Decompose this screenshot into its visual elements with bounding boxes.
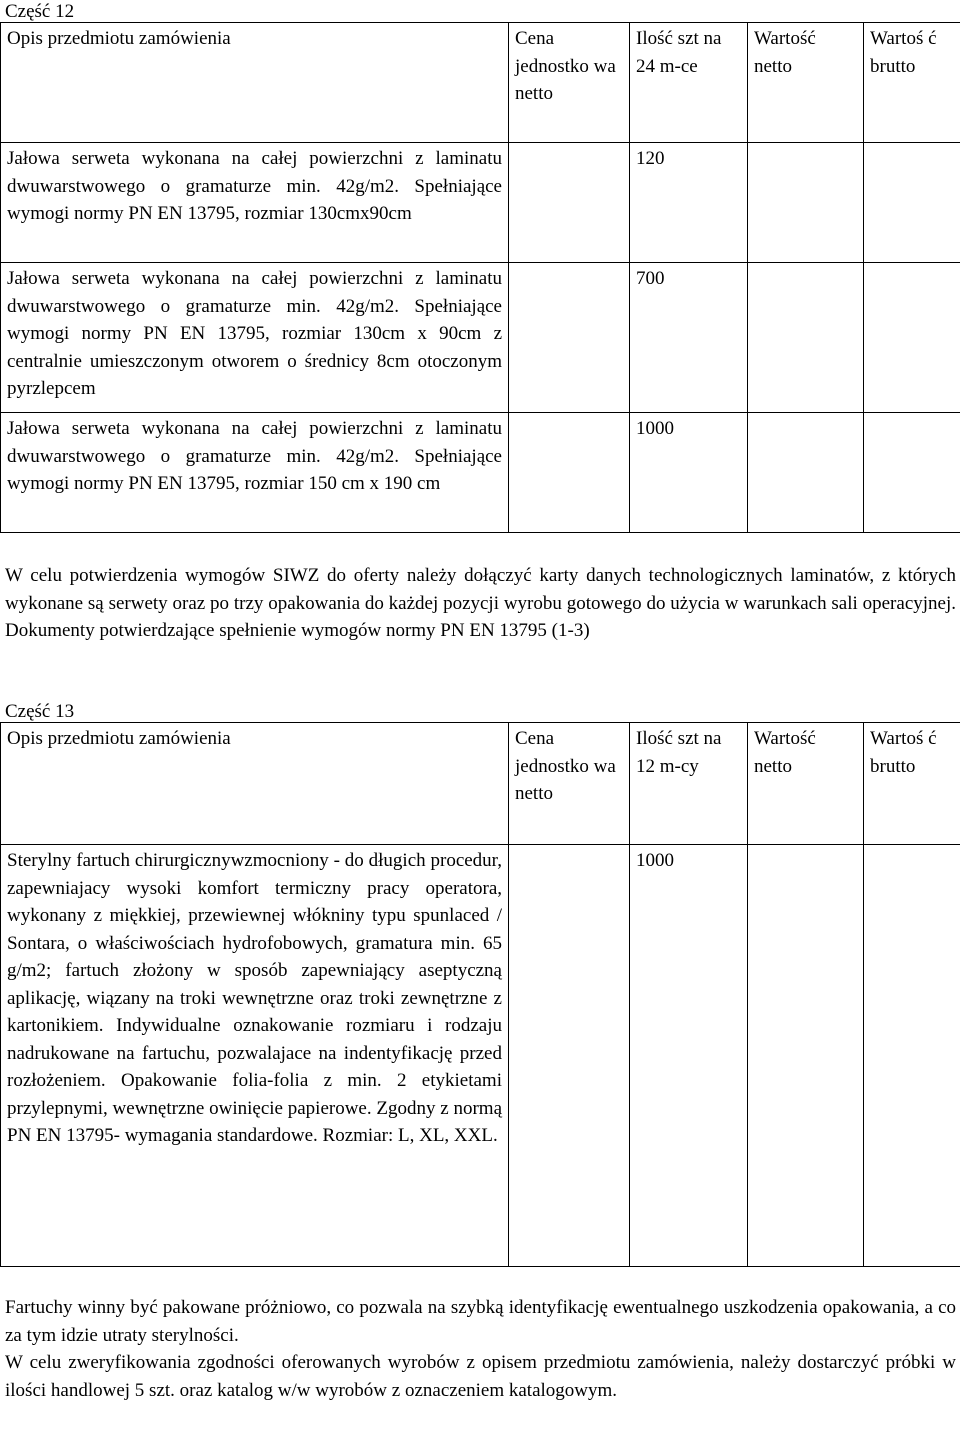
- row-net-value: [748, 263, 864, 413]
- part13-note-1: Fartuchy winny być pakowane próżniowo, co pozwala na szybką identyfikację ewentualnego uszkodzenia opakowania, a co za tym idzie utraty sterylności.: [5, 1297, 956, 1346]
- row-quantity: 1000: [630, 413, 748, 533]
- row-unit-price: [509, 413, 630, 533]
- table-row: [1, 143, 960, 263]
- row-description: Jałowa serweta wykonana na całej powierzchni z laminatu dwuwarstwowego o gramaturze min. 42g/m2. Spełniające wymogi normy PN EN 13795, rozmiar 130cmx90cm: [1, 143, 509, 263]
- row-gross-value: [864, 143, 960, 263]
- row-gross-value: [864, 413, 960, 533]
- header-description: Opis przedmiotu zamówienia: [1, 23, 509, 143]
- part13-note-2: W celu zweryfikowania zgodności oferowanych wyrobów z opisem przedmiotu zamówienia, należy dostarczyć próbki w ilości handlowej 5 szt. oraz katalog w/w wyrobów z oznaczeniem katalogowym.: [5, 1352, 956, 1401]
- header-unit-price: Cena jednostko wa netto: [509, 23, 630, 143]
- row-net-value: [748, 413, 864, 533]
- header-net-value: Wartość netto: [748, 23, 864, 143]
- row-unit-price: [509, 845, 630, 1267]
- row-quantity: 1000: [630, 845, 748, 1267]
- table-row: [1, 413, 960, 533]
- header-net-value: Wartość netto: [748, 723, 864, 845]
- header-description: Opis przedmiotu zamówienia: [1, 723, 509, 845]
- row-quantity: 120: [630, 143, 748, 263]
- header-quantity: Ilość szt na 12 m-cy: [630, 723, 748, 845]
- row-gross-value: [864, 263, 960, 413]
- row-description: Jałowa serweta wykonana na całej powierzchni z laminatu dwuwarstwowego o gramaturze min. 42g/m2. Spełniające wymogi normy PN EN 13795, rozmiar 130cm x 90cm z centralnie umieszczonym otworem o średnicy 8cm otoczonym pyrzlepcem: [1, 263, 509, 413]
- header-unit-price: Cena jednostko wa netto: [509, 723, 630, 845]
- row-unit-price: [509, 263, 630, 413]
- part12-table: [0, 22, 960, 533]
- header-gross-value: Wartoś ć brutto: [864, 23, 960, 143]
- part13-header-row: [1, 723, 960, 845]
- row-net-value: [748, 143, 864, 263]
- row-gross-value: [864, 845, 960, 1267]
- table-row: [1, 845, 960, 1267]
- part12-title: Część 12: [5, 1, 75, 22]
- part13-table: [0, 722, 960, 1267]
- table-row: [1, 263, 960, 413]
- row-net-value: [748, 845, 864, 1267]
- part12-header-row: [1, 23, 960, 143]
- part12-note: W celu potwierdzenia wymogów SIWZ do oferty należy dołączyć karty danych technologicznych laminatów, z których wykonane są serwety oraz po trzy opakowania do każdej pozycji wyrobu gotowego do użycia w warunkach sali operacyjnej. Dokumenty potwierdzające spełnienie wymogów normy PN EN 13795 (1-3): [5, 565, 956, 641]
- row-quantity: 700: [630, 263, 748, 413]
- header-gross-value: Wartoś ć brutto: [864, 723, 960, 845]
- row-unit-price: [509, 143, 630, 263]
- row-description: Sterylny fartuch chirurgicznywzmocniony - do długich procedur, zapewniajacy wysoki komfort termiczny pracy operatora, wykonany z miękkiej, przewiewnej włókniny typu spunlaced / Sontara, o właściwościach hydrofobowych, gramatura min. 65 g/m2; fartuch złożony w sposób zapewniający aseptyczną aplikację, wiązany na troki wewnętrzne oraz troki zewnętrzne z kartonikiem. Indywidualne oznakowanie rozmiaru i rodzaju nadrukowane na fartuchu, pozwalajace na indentyfikację przed rozłożeniem. Opakowanie folia-folia z min. 2 etykietami przylepnymi, wewnętrzne owinięcie papierowe. Zgodny z normą PN EN 13795- wymagania standardowe. Rozmiar: L, XL, XXL.: [1, 845, 509, 1267]
- part13-title: Część 13: [5, 701, 75, 722]
- header-quantity: Ilość szt na 24 m-ce: [630, 23, 748, 143]
- row-description: Jałowa serweta wykonana na całej powierzchni z laminatu dwuwarstwowego o gramaturze min. 42g/m2. Spełniające wymogi normy PN EN 13795, rozmiar 150 cm x 190 cm: [1, 413, 509, 533]
